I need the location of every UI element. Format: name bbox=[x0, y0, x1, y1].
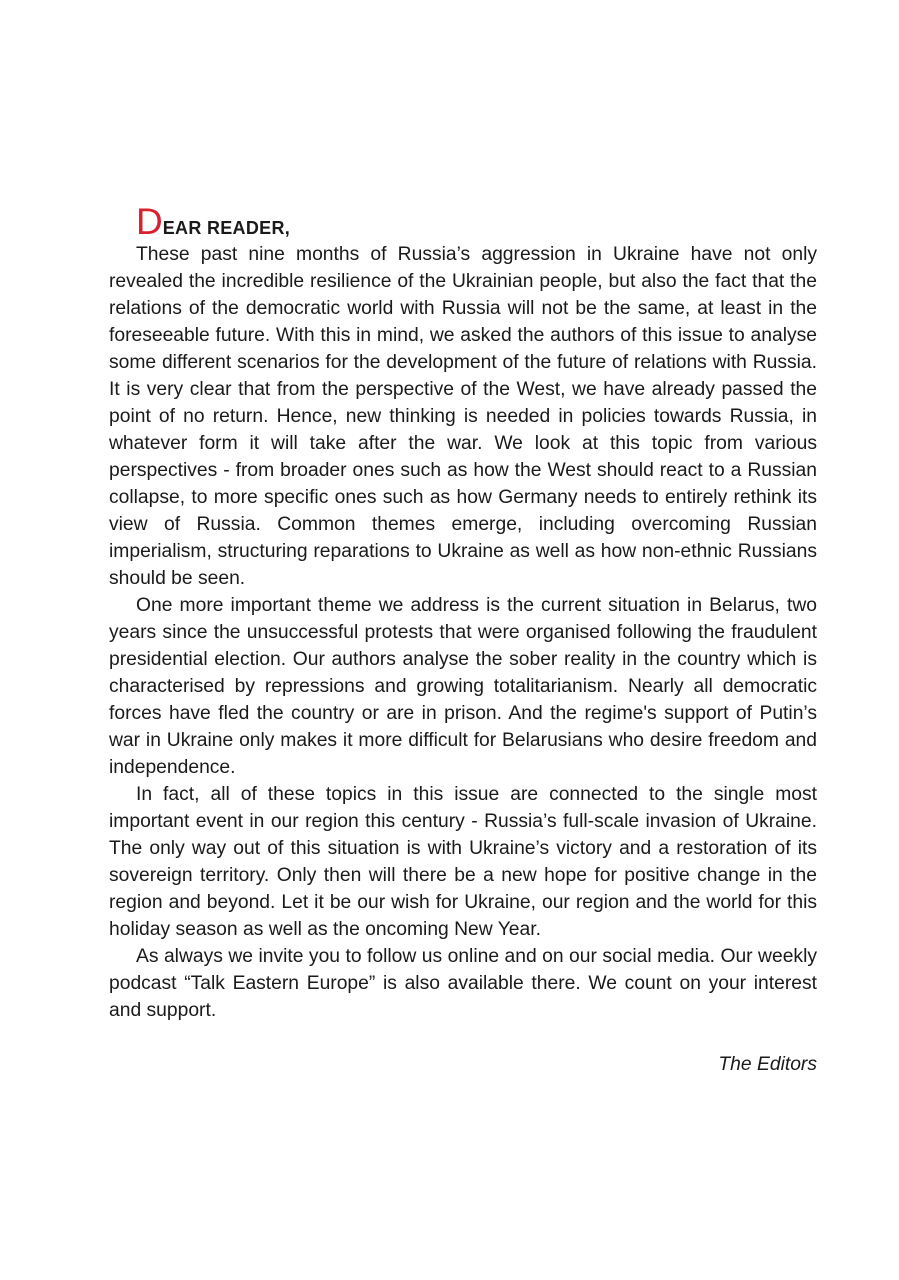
body-paragraph: One more important theme we address is the current situation in Belarus, two years since the unsuccessful protests that were organised following the fraudulent presidential election. Our authors analyse the sober reality in the country which is characterised by repressions and growing totalitarianism. Nearly all democratic forces have fled the country or are in prison. And the regime's support of Putin’s war in Ukraine only makes it more difficult for Belarusians who desire freedom and independence. bbox=[109, 595, 817, 778]
body-paragraph: As always we invite you to follow us online and on our social media. Our weekly podcast “Talk Eastern Europe” is also available there. We count on your interest and support. bbox=[109, 946, 817, 1021]
body-paragraph: In fact, all of these topics in this issue are connected to the single most important event in our region this century - Russia’s full-scale invasion of Ukraine. The only way out of this situation is with Ukraine’s victory and a restoration of its sovereign territory. Only then will there be a new hope for positive change in the region and beyond. Let it be our wish for Ukraine, our region and the world for this holiday season as well as the oncoming New Year. bbox=[109, 784, 817, 940]
salutation-heading bbox=[109, 203, 817, 241]
editorial-letter bbox=[109, 203, 817, 1078]
drop-cap: D bbox=[136, 201, 163, 242]
body-paragraph: These past nine months of Russia’s aggression in Ukraine have not only revealed the incredible resilience of the Ukrainian people, but also the fact that the relations of the democratic world with Russia will not be the same, at least in the foreseeable future. With this in mind, we asked the authors of this issue to analyse some different scenarios for the development of the future of relations with Russia. It is very clear that from the perspective of the West, we have already passed the point of no return. Hence, new thinking is needed in policies towards Russia, in whatever form it will take after the war. We look at this topic from various perspectives - from broader ones such as how the West should react to a Russian collapse, to more specific ones such as how Germany needs to entirely rethink its view of Russia. Common themes emerge, including overcoming Russian imperialism, structuring reparations to Ukraine as well as how non-ethnic Russians should be seen. bbox=[109, 244, 817, 589]
salutation-text: EAR READER, bbox=[162, 218, 291, 238]
signature: The Editors bbox=[718, 1054, 817, 1075]
